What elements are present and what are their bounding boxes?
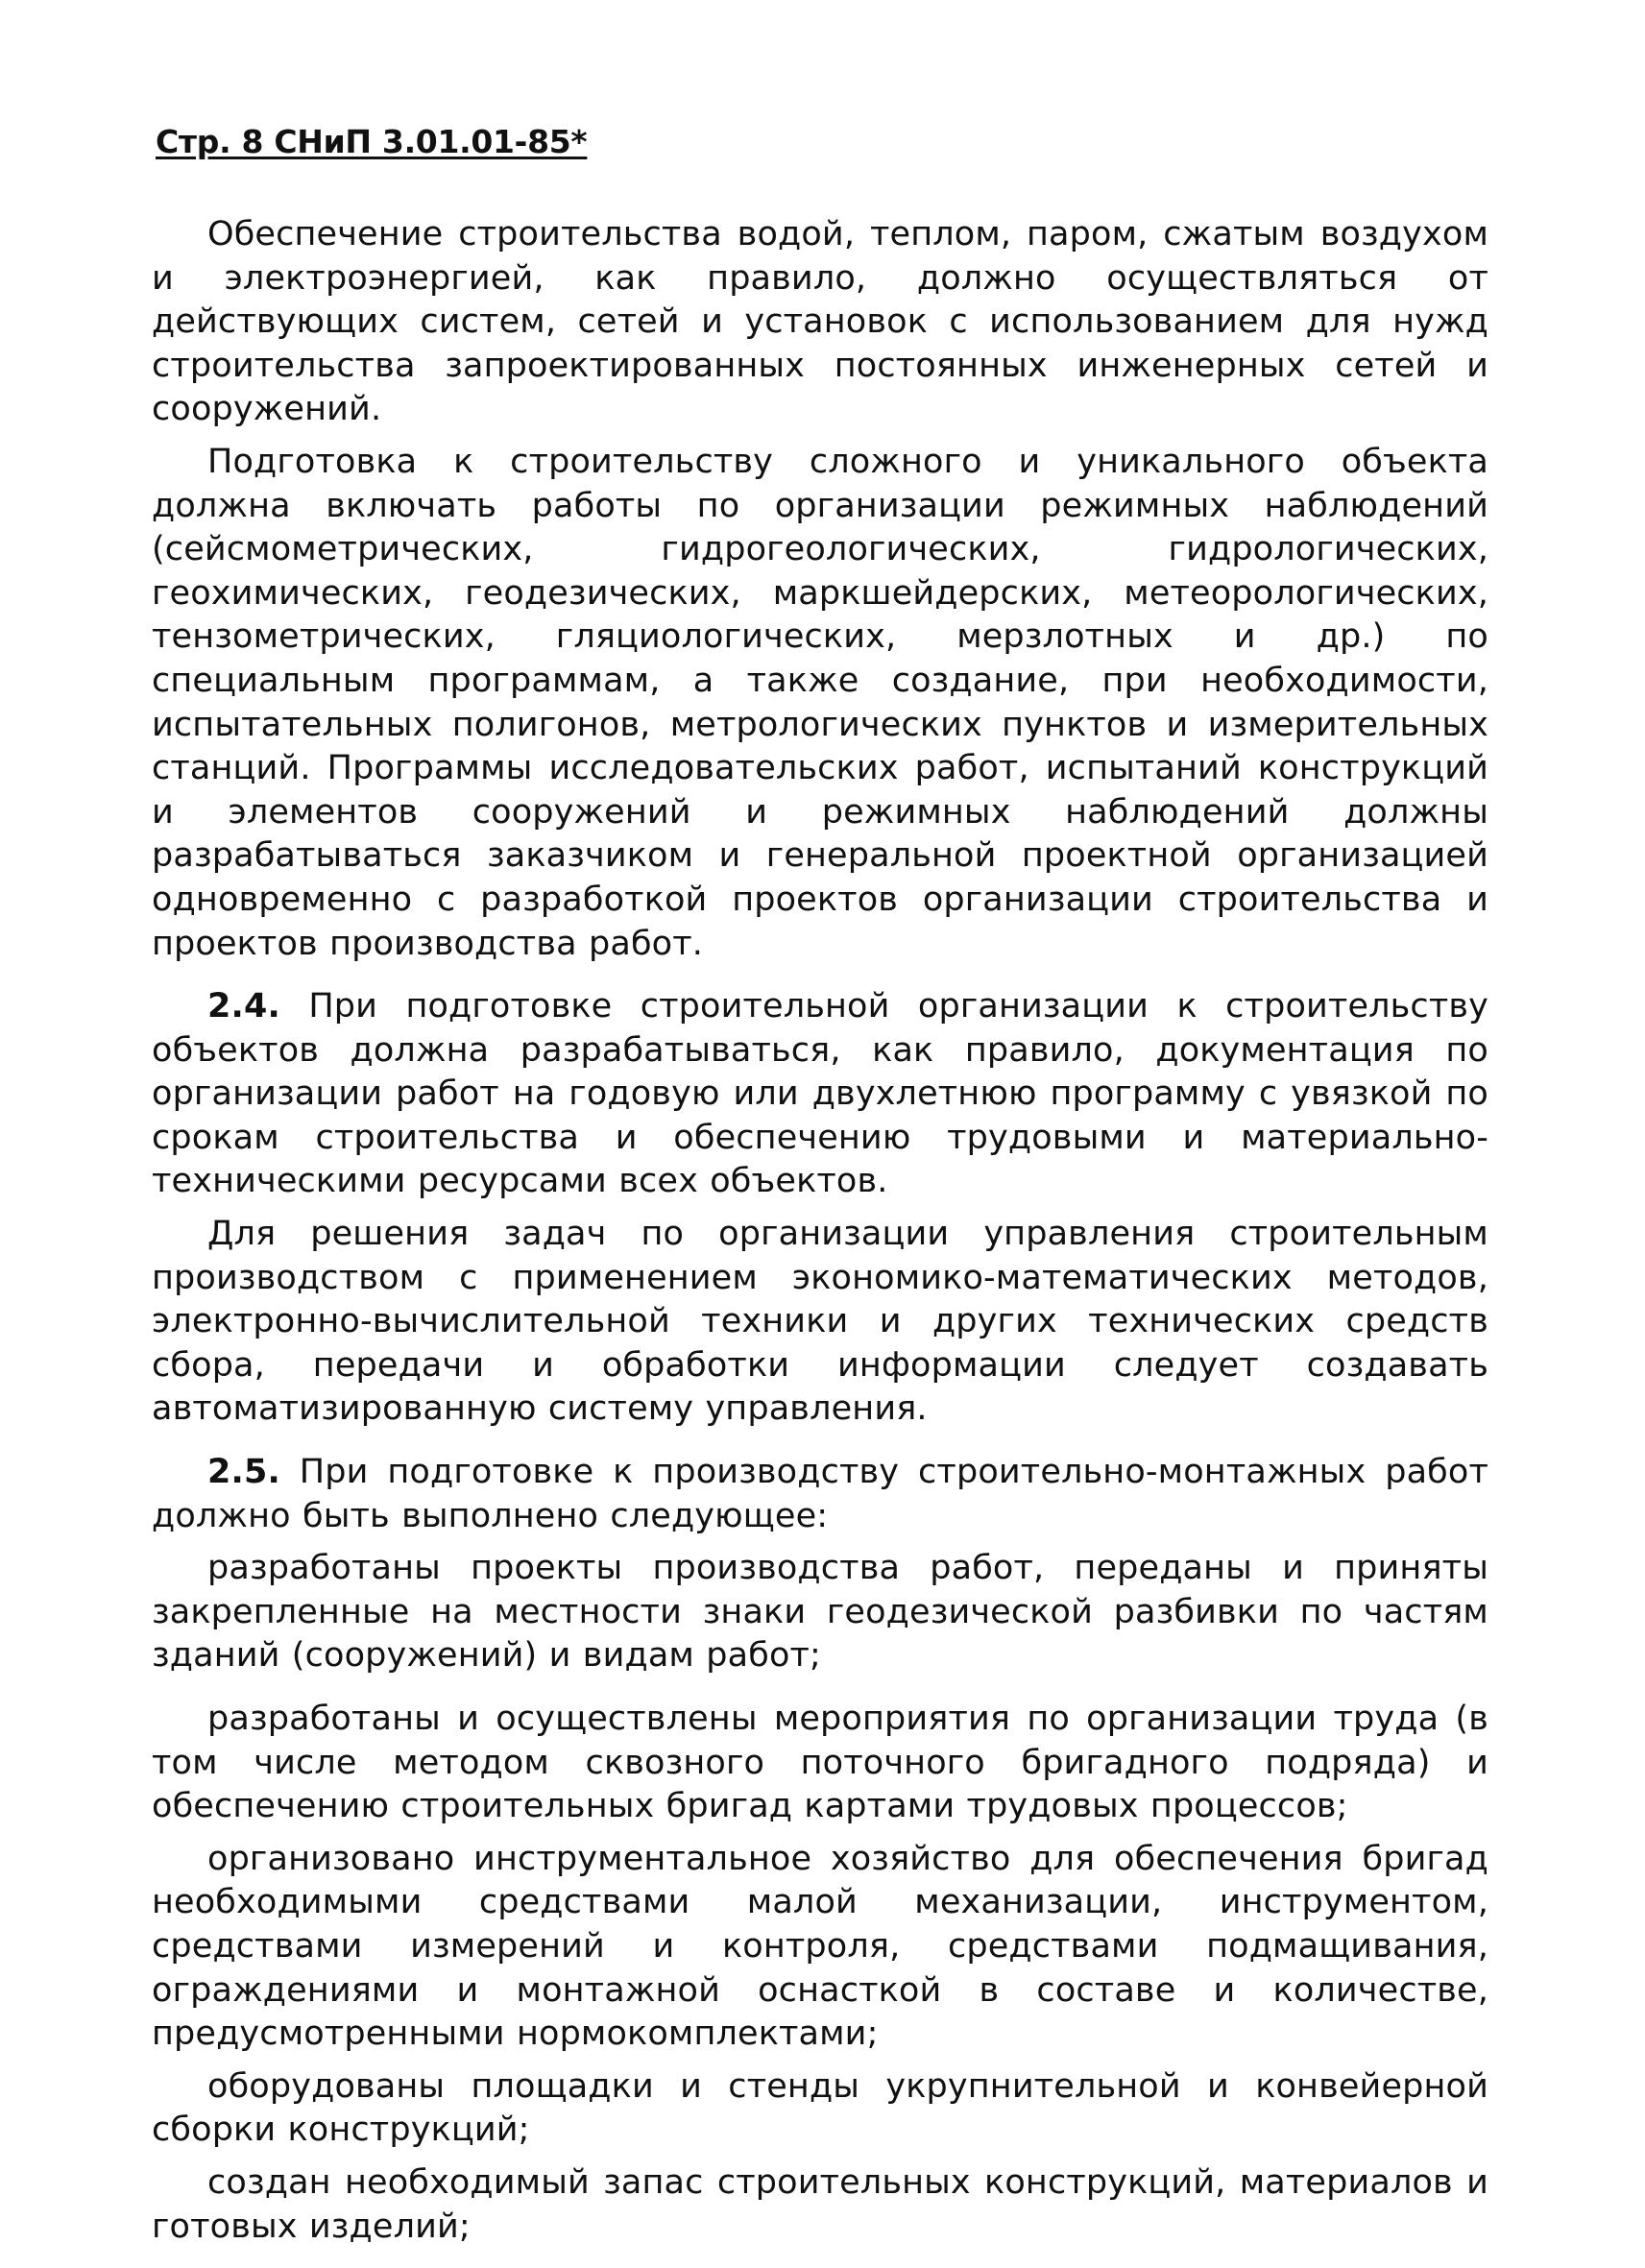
list-item [152, 1547, 1488, 1678]
paragraph-text: создан необходимый запас строительных конструкций, материалов и готовых изделий; [152, 2162, 1488, 2246]
paragraph-text: Подготовка к строительству сложного и уникального объекта должна включать работы по организации режимных наблюдений (сейсмометрических, гидрогеологических, гидрологических, геохимических, геодезических, маркшейдерских, метеорологических, тензометрических, гляциологических, мерзлотных и др.) по специальным программам, а также создание, при необходимости, испытательных полигонов, метрологических пунктов и измерительных станций. Программы исследовательских работ, испытаний конструкций и элементов сооружений и режимных наблюдений должны разрабатываться заказчиком и генеральной проектной организацией одновременно с разработкой проектов организации строительства и проектов производства работ. [152, 442, 1488, 963]
paragraph [152, 1213, 1488, 1432]
clause-number: 2.4. [207, 987, 280, 1026]
paragraph-text: разработаны и осуществлены мероприятия по организации труда (в том числе методом сквозного поточного бригадного подряда) и обеспечению строительных бригад картами трудовых процессов; [152, 1700, 1488, 1826]
paragraph-text: Обеспечение строительства водой, теплом, паром, сжатым воздухом и электроэнергией, как правило, должно осуществляться от действующих систем, сетей и установок с использованием для нужд строительства запроектированных постоянных инженерных сетей и сооружений. [152, 215, 1488, 429]
paragraph-text: организовано инструментальное хозяйство для обеспечения бригад необходимыми средствами малой механизации, инструментом, средствами измерений и контроля, средствами подмащивания, ограждениями и монтажной оснасткой в составе и количестве, предусмотренными нормокомплектами; [152, 1839, 1488, 2054]
paragraph-text: Для решения задач по организации управления строительным производством с применением экономико-математических методов, электронно-вычислительной техники и других технических средств сбора, передачи и обработки информации следует создавать автоматизированную систему управления. [152, 1215, 1488, 1429]
paragraph [152, 441, 1488, 966]
paragraph-text: При подготовке строительной организации к строительству объектов должна разрабатываться, как правило, документация по организации работ на годовую или двухлетнюю программу с увязкой по срокам строительства и обеспечению трудовыми и материально-техническими ресурсами всех объектов. [152, 987, 1488, 1201]
list-item [152, 2065, 1488, 2153]
clause-number: 2.5. [207, 1453, 280, 1492]
body-text [152, 213, 1488, 2257]
paragraph-text: При подготовке к производству строительно-монтажных работ должно быть выполнено следующее: [152, 1453, 1488, 1535]
paragraph-text: оборудованы площадки и стенды укрупнительной и конвейерной сборки конструкций; [152, 2066, 1488, 2150]
list-item [152, 2161, 1488, 2249]
paragraph-text: разработаны проекты производства работ, переданы и приняты закрепленные на местности знаки геодезической разбивки по частям зданий (сооружений) и видам работ; [152, 1549, 1488, 1676]
clause-2-4 [152, 985, 1488, 1204]
list-item [152, 1838, 1488, 2057]
clause-2-5 [152, 1451, 1488, 1538]
page-header: Стр. 8 СНиП 3.01.01-85* [156, 123, 588, 160]
list-item [152, 1698, 1488, 1829]
paragraph [152, 213, 1488, 432]
